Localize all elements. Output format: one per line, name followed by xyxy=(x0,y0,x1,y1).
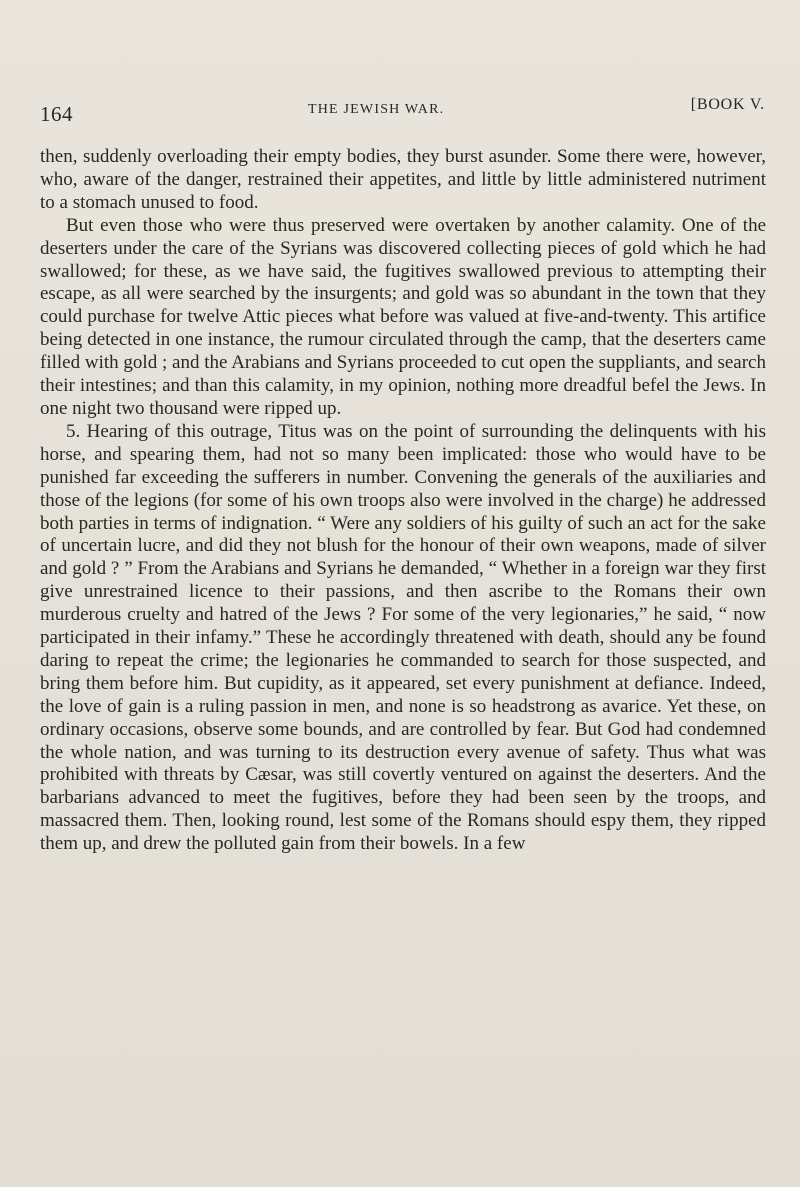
paragraph-calamity: But even those who were thus preserved were overtaken by another calamity. One of the deserters under the care of the Syrians was discovered collecting pieces of gold which he had swallowed; for these, as we have said, the fugitives swallowed previous to attempting their escape, as all were searched by the insurgents; and gold was so abundant in the town that they could purchase for twelve Attic pieces what before was valued at five-and-twenty. This artifice being detected in one instance, the rumour circulated through the camp, that the deserters came filled with gold ; and the Arabians and Syrians proceeded to cut open the suppliants, and search their intestines; and than this calamity, in my opinion, nothing more dreadful befel the Jews. In one night two thousand were ripped up. xyxy=(40,214,766,419)
book-reference: [BOOK V. xyxy=(690,96,765,113)
running-title: THE JEWISH WAR. xyxy=(308,102,445,117)
paragraph-section-5: 5. Hearing of this outrage, Titus was on the point of surrounding the delinquents with his horse, and spearing them, had not so many been implicated: those who would have to be punished far exceeding the sufferers in number. Convening the generals of the auxiliaries and those of the legions (for some of his own troops also were involved in the charge) he addressed both parties in terms of indignation. “ Were any soldiers of his guilty of such an act for the sake of uncertain lucre, and did they not blush for the honour of their own weapons, made of silver and gold ? ” From the Arabians and Syrians he demanded, “ Whether in a foreign war they first give unrestrained licence to their passions, and then ascribe to the Romans their own murderous cruelty and hatred of the Jews ? For some of the very legionaries,” he said, “ now participated in their infamy.” These he accordingly threatened with death, should any be found daring to repeat the crime; the legionaries he commanded to search for those suspected, and bring them before him. But cupidity, as it appeared, set every punishment at defiance. Indeed, the love of gain is a ruling passion in men, and none is so headstrong as avarice. Yet these, on ordinary occasions, observe some bounds, and are controlled by fear. But God had condemned the whole nation, and was turning to its destruction every avenue of safety. Thus what was prohibited with threats by Cæsar, was still covertly ventured on against the deserters. And the barbarians advanced to meet the fugitives, before they had been seen by the troops, and massacred them. Then, looking round, lest some of the Romans should espy them, they ripped them up, and drew the polluted gain from their bowels. In a few xyxy=(40,420,766,855)
page-number: 164 xyxy=(40,102,73,126)
body-text xyxy=(40,146,766,856)
running-head xyxy=(40,96,765,128)
paragraph-continuation: then, suddenly overloading their empty bodies, they burst asunder. Some there were, however, who, aware of the danger, restrained their appetites, and little by little administered nutriment to a stomach unused to food. xyxy=(40,146,766,213)
